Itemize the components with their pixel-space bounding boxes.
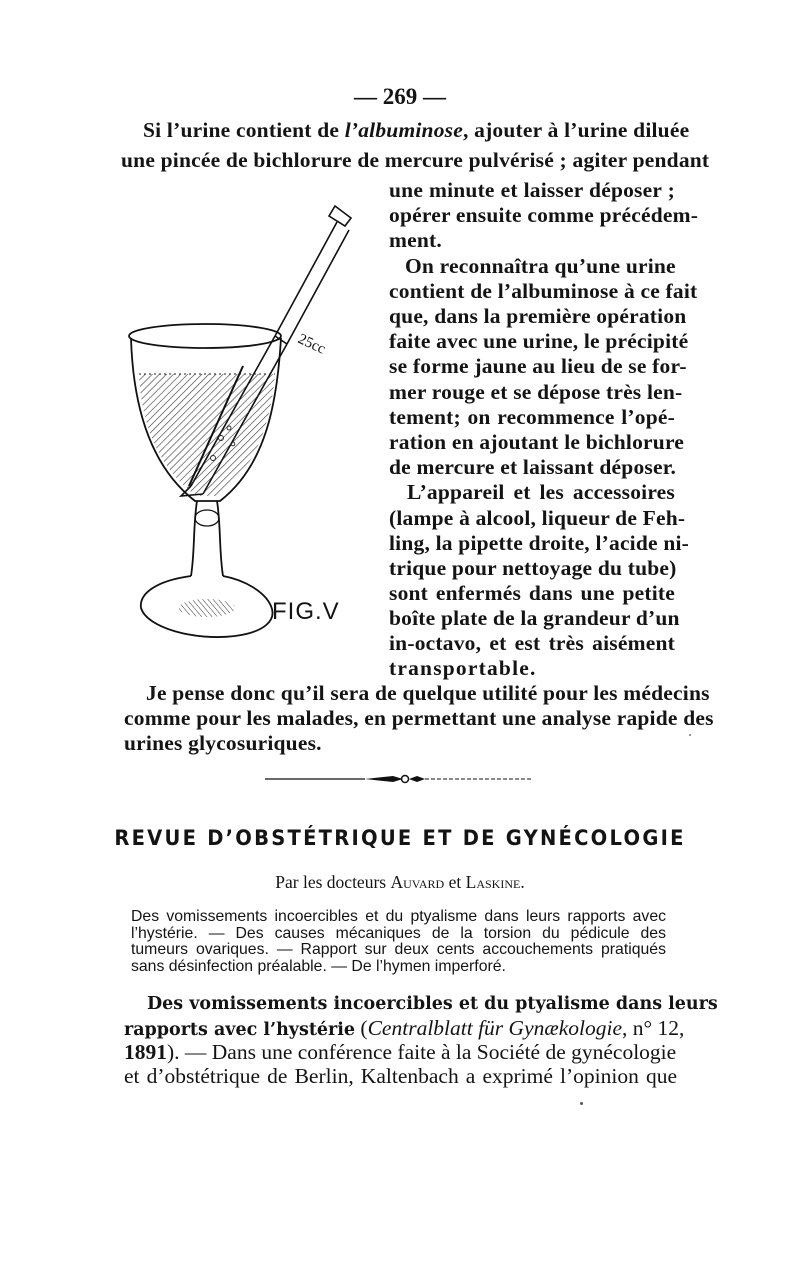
text-line: comme pour les malades, en permettant une analyse rapide des xyxy=(124,706,714,730)
text-line: L’appareil et les accessoires xyxy=(407,480,675,504)
speck xyxy=(689,734,691,736)
pipette-mark: 25cc xyxy=(295,331,328,358)
text-line: On reconnaîtra qu’une urine xyxy=(405,254,676,278)
text-line: (lampe à alcool, liqueur de Feh- xyxy=(389,506,686,530)
text-line: tement; on recommence l’opé- xyxy=(389,405,675,429)
text-line: Je pense donc qu’il sera de quelque utilité pour les médecins xyxy=(146,681,710,705)
byline: Par les docteurs Auvard et Laskine. xyxy=(275,872,525,892)
text-line: Si l’urine contient de l’albuminose, ajouter à l’urine diluée xyxy=(143,118,690,142)
text-line: que, dans la première opération xyxy=(389,304,687,328)
text-line: rapports avec l’hystérie (Centralblatt für Gynækologie, n° 12, xyxy=(124,1016,685,1040)
text-line: mer rouge et se dépose très len- xyxy=(389,380,683,404)
figure-label: FIG.V xyxy=(272,598,340,625)
text-line: opérer ensuite comme précédem- xyxy=(389,203,699,227)
text-line: se forme jaune au lieu de se for- xyxy=(389,354,687,378)
ornamental-divider xyxy=(265,772,535,786)
italic-term: l’albuminose xyxy=(344,118,463,142)
text-line: et d’obstétrique de Berlin, Kaltenbach a exprimé l’opinion que xyxy=(124,1064,677,1088)
text-line: ling, la pipette droite, l’acide ni- xyxy=(389,531,690,555)
glass-stem xyxy=(191,501,223,576)
text-line: in-octavo, et est très aisément xyxy=(389,631,675,655)
summary-line: tumeurs ovariques. — Rapport sur deux cents accouchements pratiqués xyxy=(131,941,666,959)
text-line: transportable. xyxy=(389,656,537,680)
glass-liquid xyxy=(139,374,275,496)
text-line: ration en ajoutant le bichlorure xyxy=(389,430,685,454)
journal-title: Centralblatt für Gynækologie xyxy=(367,1016,622,1040)
text-line: 1891). — Dans une conférence faite à la Société de gynécologie xyxy=(124,1040,677,1064)
glass-rim xyxy=(129,324,281,348)
text-line: boîte plate de la grandeur d’un xyxy=(389,606,680,630)
text-line: urines glycosuriques. xyxy=(124,731,322,755)
text-line: contient de l’albuminose à ce fait xyxy=(389,279,698,303)
text-line: ment. xyxy=(389,228,442,252)
text-line: trique pour nettoyage du tube) xyxy=(389,556,677,580)
summary-line: l’hystérie. — Des causes mécaniques de la torsion du pédicule des xyxy=(131,924,666,942)
text-line: de mercure et laissant déposer. xyxy=(389,455,677,479)
section-summary xyxy=(131,909,666,976)
page-number: — 269 — xyxy=(354,84,446,109)
summary-line: Des vomissements incoercibles et du ptyalisme dans leurs rapports avec xyxy=(131,908,666,925)
glass-pipette-figure xyxy=(125,196,355,656)
text-line: sont enfermés dans une petite xyxy=(389,581,675,605)
author-name: Auvard xyxy=(390,872,445,892)
section-title: REVUE D’OBSTÉTRIQUE ET DE GYNÉCOLOGIE xyxy=(114,826,686,850)
article-heading: Des vomissements incoercibles et du ptyalisme dans leurs xyxy=(147,994,718,1014)
text-line: une pincée de bichlorure de mercure pulvérisé ; agiter pendant xyxy=(121,148,710,172)
author-name: Laskine xyxy=(465,872,521,892)
summary-line: sans désinfection préalable. — De l’hymen imperforé. xyxy=(131,958,506,976)
text-line: faite avec une urine, le précipité xyxy=(389,329,689,353)
text-line: une minute et laisser déposer ; xyxy=(389,178,675,202)
speck xyxy=(580,1102,583,1105)
